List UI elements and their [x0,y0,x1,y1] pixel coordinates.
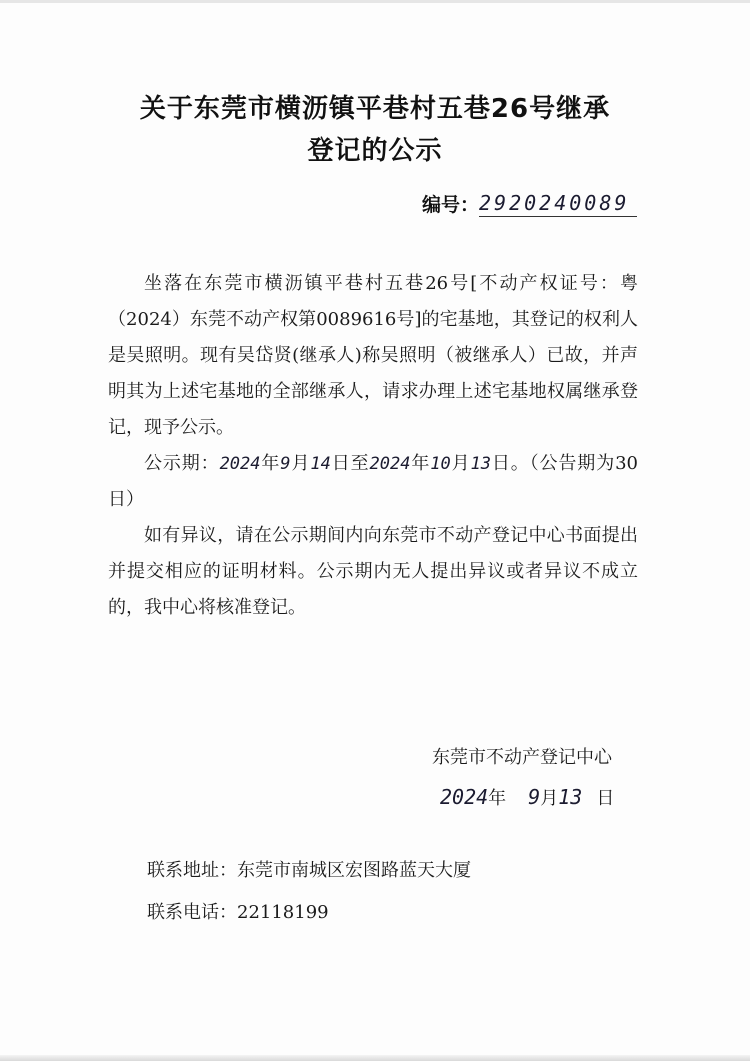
scan-edge-bottom [0,1055,750,1061]
period-start-month: 9 [280,454,291,474]
issuing-organization: 东莞市不动产登记中心 [432,747,612,768]
sign-year: 2024 [440,785,489,809]
title-line-1: 关于东莞市横沥镇平巷村五巷26号继承 [139,94,611,124]
contact-address-label: 联系地址： [147,860,237,881]
document-title [0,88,750,172]
sign-year-char: 年 [488,788,507,809]
contact-phone-value: 22118199 [237,902,329,923]
paragraph-property-description: 坐落在东莞市横沥镇平巷村五巷26号[不动产权证号：粤（2024）东莞不动产权第0089616号]的宅基地，其登记的权利人是吴照明。现有吴岱贤(继承人)称吴照明（被继承人）已故，并声明其为上述宅基地的全部继承人，请求办理上述宅基地权属继承登记，现予公示。 [108,273,638,438]
period-day-char-2: 日 [490,453,511,474]
period-start-year: 2024 [219,454,261,474]
serial-label: 编号： [422,194,480,216]
period-label: 公示期： [144,453,220,474]
period-month-char-2: 月 [450,453,471,474]
period-month-char-1: 月 [290,453,311,474]
contact-phone [147,898,329,928]
period-start-day: 14 [310,454,331,474]
period-end-year: 2024 [369,454,411,474]
sign-day: 13 [558,785,583,809]
title-line-2: 登记的公示 [307,136,443,166]
serial-number [422,190,637,220]
period-year-char-2: 年 [410,453,431,474]
signature-date [440,780,614,816]
contact-phone-label: 联系电话： [147,902,237,923]
paragraph-objection: 如有异议，请在公示期间内向东莞市不动产登记中心书面提出并提交相应的证明材料。公示期内无人提出异议或者异议不成立的，我中心将核准登记。 [108,525,638,618]
contact-address [147,856,471,886]
period-year-char-1: 年 [260,453,281,474]
period-to: 至 [350,453,370,474]
contact-address-value: 东莞市南城区宏图路蓝天大厦 [237,860,471,881]
sign-month-char: 月 [540,788,559,809]
notice-body [108,266,638,626]
scan-edge-top [0,0,750,3]
period-day-char-1: 日 [330,453,351,474]
period-tail: 。（公告期为30日） [108,453,638,510]
period-end-month: 10 [430,454,451,474]
period-end-day: 13 [470,454,491,474]
paragraph-publicity-period [108,446,638,518]
sign-day-char: 日 [596,788,615,809]
sign-month: 9 [528,785,541,809]
serial-value-handwritten: 2920240089 [479,190,637,217]
